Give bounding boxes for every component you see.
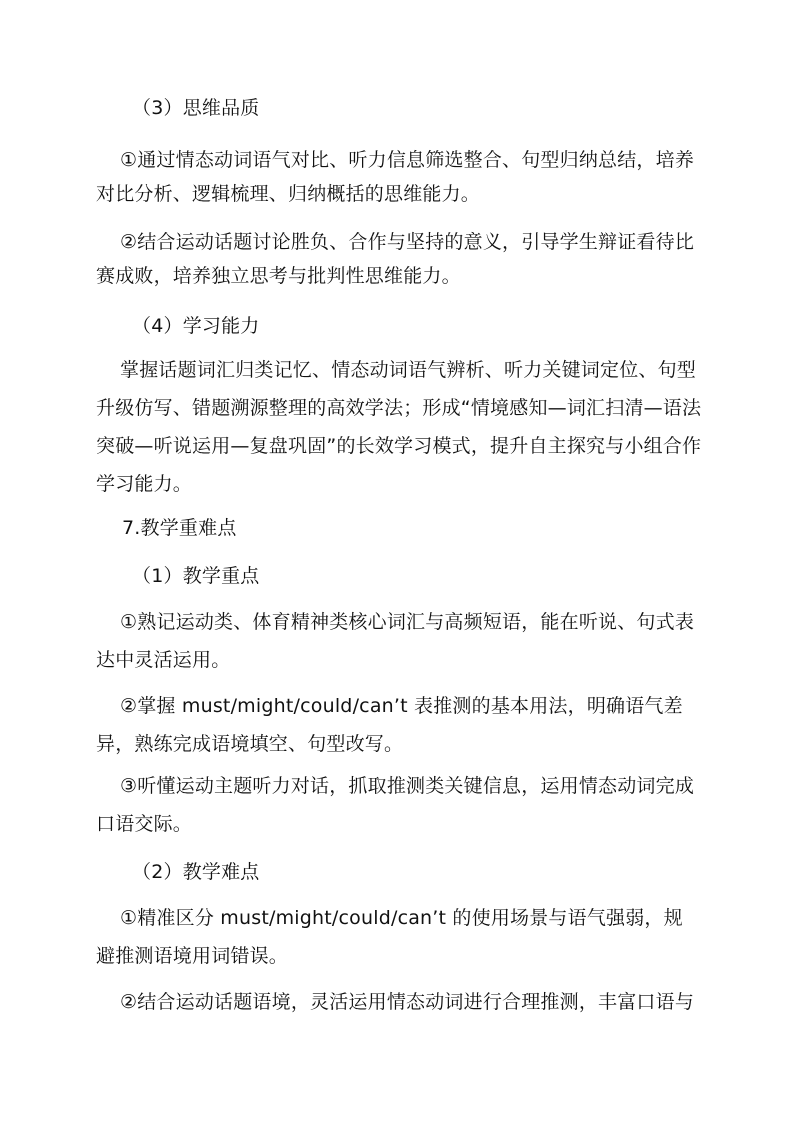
- paragraph-line: ②掌握 must/might/could/can’t 表推测的基本用法，明确语气差: [120, 695, 683, 717]
- heading-learning-ability: （4）学习能力: [132, 315, 260, 337]
- heading-teaching-key-points: （1）教学重点: [132, 565, 260, 587]
- paragraph-line: ①精准区分 must/might/could/can’t 的使用场景与语气强弱，规: [120, 907, 683, 929]
- paragraph-line: 避推测语境用词错误。: [96, 945, 289, 967]
- paragraph-line: 升级仿写、错题溯源整理的高效学法；形成“情境感知—词汇扫清—语法: [96, 397, 702, 419]
- paragraph-line: 赛成败，培养独立思考与批判性思维能力。: [96, 265, 461, 287]
- section-heading-teaching-focus: 7.教学重难点: [122, 517, 237, 539]
- paragraph-line: ①熟记运动类、体育精神类核心词汇与高频短语，能在听说、句式表: [120, 611, 695, 633]
- paragraph-line: 对比分析、逻辑梳理、归纳概括的思维能力。: [96, 183, 481, 205]
- paragraph-line: 突破—听说运用—复盘巩固”的长效学习模式，提升自主探究与小组合作: [96, 435, 702, 457]
- paragraph-line: 掌握话题词汇归类记忆、情态动词语气辨析、听力关键词定位、句型: [120, 359, 697, 381]
- paragraph-line: ①通过情态动词语气对比、听力信息筛选整合、句型归纳总结，培养: [120, 149, 695, 171]
- paragraph-line: 达中灵活运用。: [96, 649, 231, 671]
- paragraph-line: ②结合运动话题语境，灵活运用情态动词进行合理推测，丰富口语与: [120, 991, 695, 1013]
- heading-thinking-quality: （3）思维品质: [132, 97, 260, 119]
- paragraph-line: ②结合运动话题讨论胜负、合作与坚持的意义，引导学生辩证看待比: [120, 231, 695, 253]
- paragraph-line: 学习能力。: [96, 473, 193, 495]
- heading-teaching-difficulties: （2）教学难点: [132, 861, 260, 883]
- paragraph-line: 口语交际。: [96, 813, 193, 835]
- paragraph-line: 异，熟练完成语境填空、句型改写。: [96, 733, 404, 755]
- paragraph-line: ③听懂运动主题听力对话，抓取推测类关键信息，运用情态动词完成: [120, 775, 695, 797]
